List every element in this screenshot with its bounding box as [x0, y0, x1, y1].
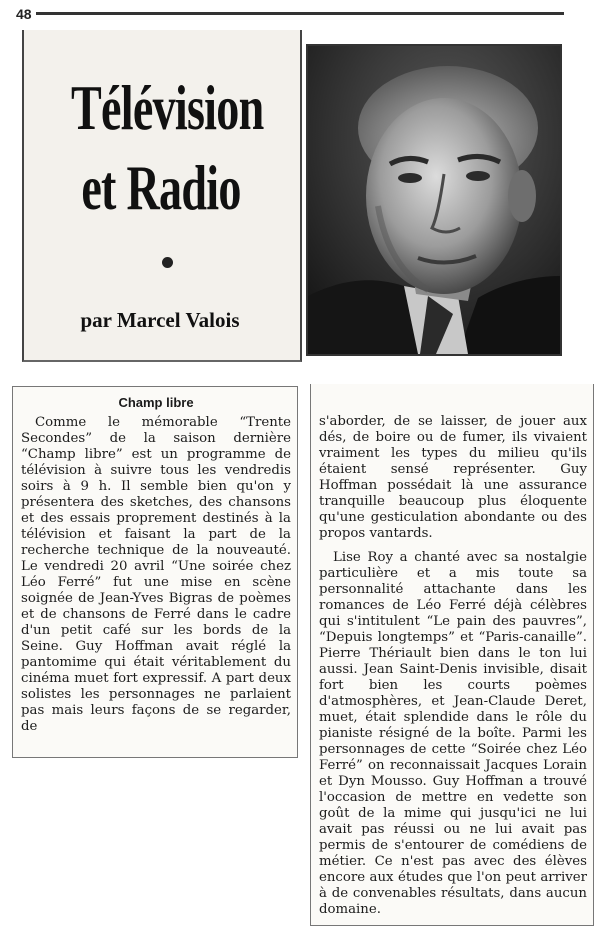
- article-paragraph-2: s'aborder, de se laisser, de jouer aux dés, de boire ou de fumer, ils vivaient vraiment les types du milieu qu'ils étaient sensé représenter. Guy Hoffman possédait là une assurance tranquille beaucoup plus éloquente qu'une gesticulation abondante ou des propos vantards.: [319, 414, 587, 541]
- article-column-right: [310, 384, 594, 926]
- article-paragraph-1: Comme le mémorable “Trente Secondes” de la saison dernière “Champ libre” est un programme de télévision à suivre tous les vendredis soirs à 9 h. Il semble bien qu'on y présentera des sketches, des chansons et des essais proprement destinés à la télévision et faisant la part de la recherche technique de la nouveauté. Le vendredi 20 avril “Une soirée chez Léo Ferré” fut une mise en scène soignée de Jean-Yves Bigras de poèmes et de chansons de Ferré dans le cadre d'un petit café sur les bords de la Seine. Guy Hoffman avait réglé la pantomime qui était véritablement du cinéma muet fort expressif. A part deux solistes les personnages ne parlaient pas mais leurs façons de se regarder, de: [21, 415, 291, 734]
- section-heading: Champ libre: [118, 395, 194, 410]
- top-rule: [36, 12, 564, 15]
- title-line-2: et Radio: [81, 152, 241, 223]
- portrait-photo: [306, 44, 562, 356]
- byline: par Marcel Valois: [80, 308, 240, 332]
- article-paragraph-3: Lise Roy a chanté avec sa nostalgie particulière et a mis toute sa personnalité attachante dans les romances de Léo Ferré déjà célèbres qui s'intitulent “Le pain des pauvres”, “Depuis longtemps” et “Paris-canaille”. Pierre Thériault bien dans le ton lui aussi. Jean Saint-Denis invisible, disait fort bien les courts poèmes d'atmosphères, et Jean-Claude Deret, muet, était splendide dans le rôle du pianiste résigné de la boîte. Parmi les personnages de cette “Soirée chez Léo Ferré” on reconnaissait Jacques Lorain et Dyn Mousso. Guy Hoffman a trouvé l'occasion de mettre en vedette son goût de la mime qui jusqu'ici ne lui avait pas réussi ou ne lui avait pas permis de s'entourer de comédiens de métier. Ce n'est pas avec des élèves encore aux études que l'on peut arriver à de convenables résultats, dans aucun domaine.: [319, 550, 587, 917]
- article-column-left: [12, 386, 298, 758]
- column-title: [71, 68, 264, 228]
- title-line-1: Télévision: [71, 72, 264, 143]
- bullet-icon: [162, 257, 173, 268]
- page-number: 48: [16, 6, 32, 22]
